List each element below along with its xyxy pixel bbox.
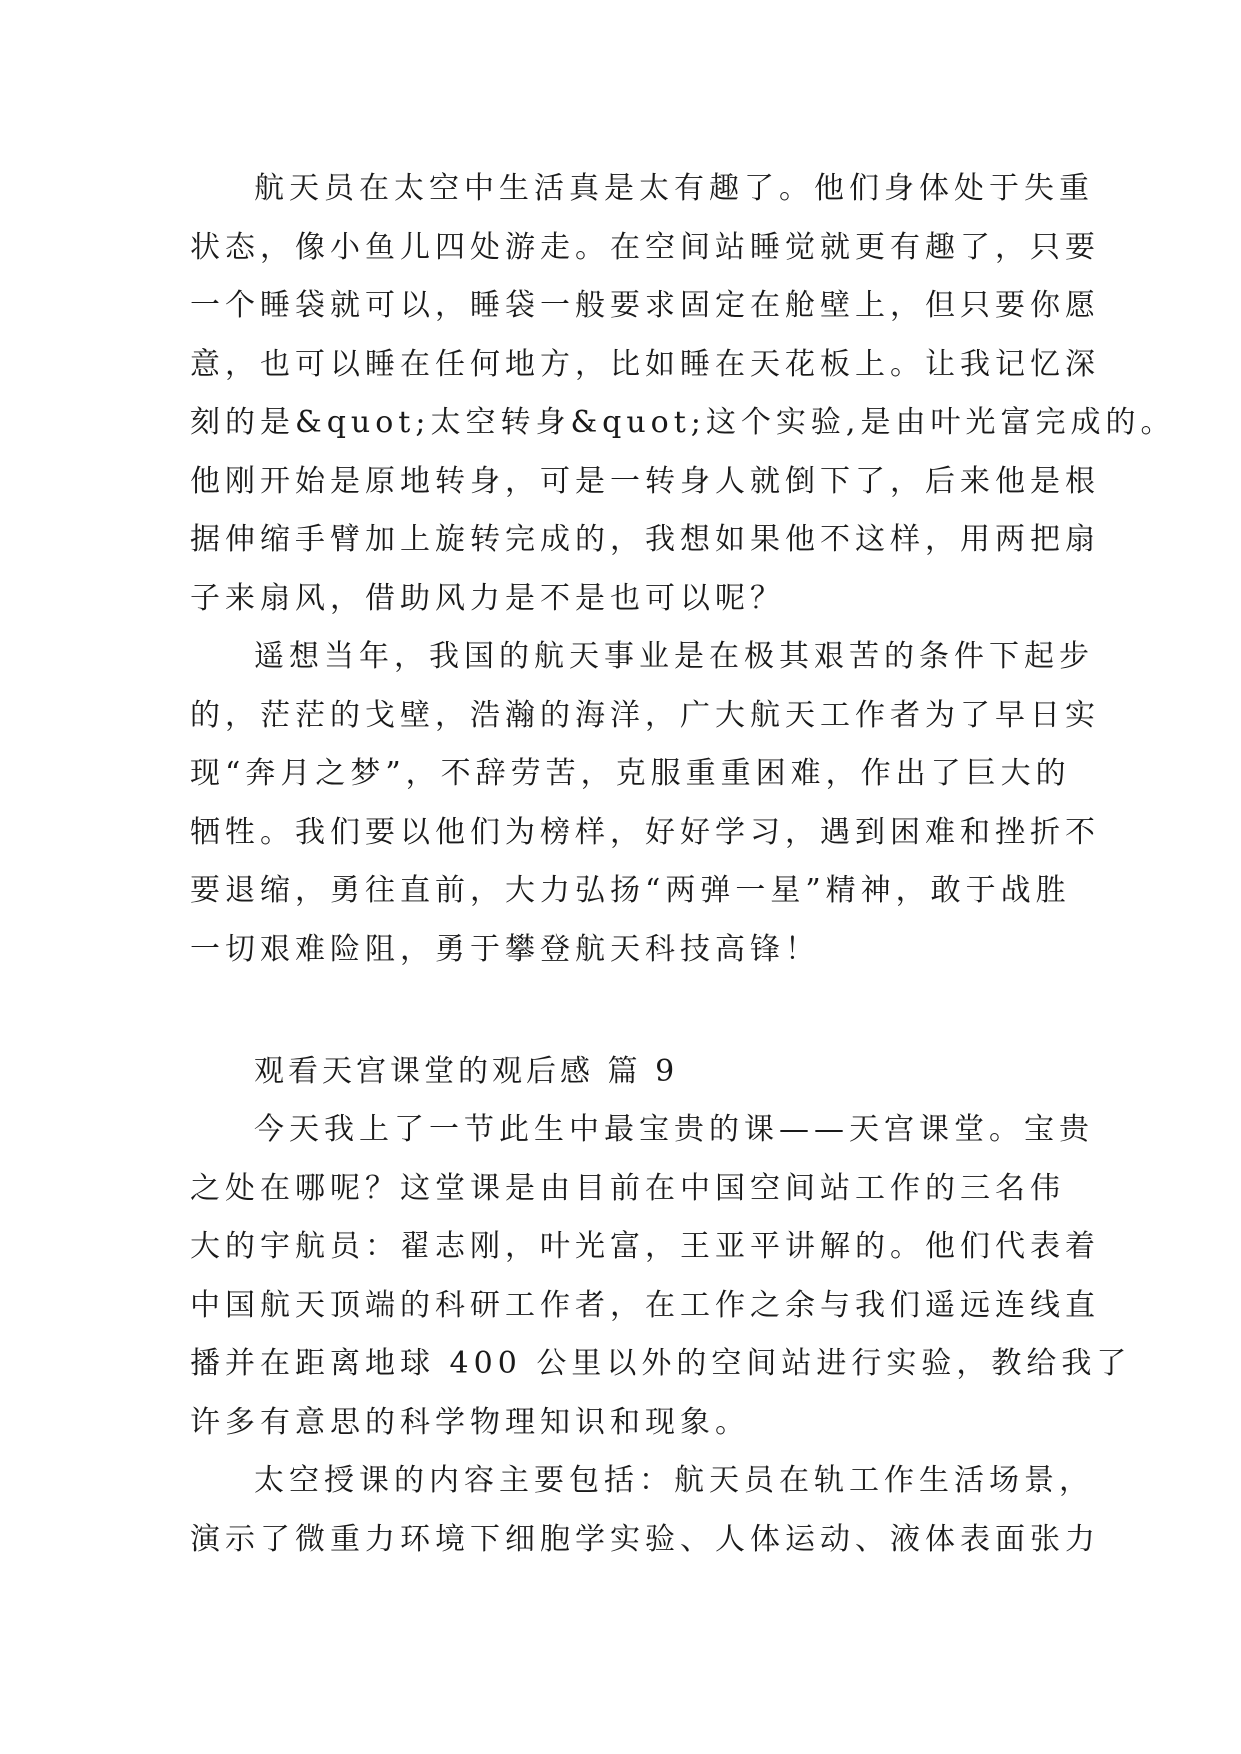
paragraph-line: 的，茫茫的戈壁，浩瀚的海洋，广大航天工作者为了早日实 [190, 697, 1100, 733]
paragraph-line: 大的宇航员：翟志刚，叶光富，王亚平讲解的。他们代表着 [190, 1229, 1100, 1264]
paragraph-2 [190, 628, 1100, 979]
paragraph-line: 中国航天顶端的科研工作者，在工作之余与我们遥远连线直 [190, 1287, 1100, 1323]
paragraph-line: 意，也可以睡在任何地方，比如睡在天花板上。让我记忆深 [190, 346, 1100, 382]
paragraph-1 [190, 160, 1176, 628]
paragraph-3 [190, 1101, 1132, 1452]
paragraph-line: 播并在距离地球 400 公里以外的空间站进行实验，教给我了 [190, 1346, 1132, 1381]
paragraph-line: 他刚开始是原地转身，可是一转身人就倒下了，后来他是根 [190, 463, 1100, 499]
paragraph-line: 演示了微重力环境下细胞学实验、人体运动、液体表面张力 [190, 1521, 1100, 1557]
paragraph-line: 据伸缩手臂加上旋转完成的，我想如果他不这样，用两把扇 [190, 522, 1100, 557]
paragraph-line: 子来扇风，借助风力是不是也可以呢？ [190, 580, 785, 616]
paragraph-line: 状态，像小鱼儿四处游走。在空间站睡觉就更有趣了，只要 [190, 229, 1100, 265]
paragraph-line: 太空授课的内容主要包括：航天员在轨工作生活场景， [254, 1463, 1094, 1498]
paragraph-4 [190, 1452, 1100, 1569]
paragraph-line: 刻的是&quot;太空转身&quot;这个实验,是由叶光富完成的。 [190, 405, 1176, 440]
paragraph-line: 要退缩，勇往直前，大力弘扬“两弹一星”精神，敢于战胜 [190, 873, 1071, 908]
paragraph-line: 航天员在太空中生活真是太有趣了。他们身体处于失重 [254, 171, 1094, 206]
paragraph-line: 许多有意思的科学物理知识和现象。 [190, 1404, 750, 1440]
paragraph-line: 一切艰难险阻，勇于攀登航天科技高锋！ [190, 931, 820, 967]
paragraph-line: 一个睡袋就可以，睡袋一般要求固定在舱壁上，但只要你愿 [190, 288, 1100, 323]
paragraph-line: 现“奔月之梦”，不辞劳苦，克服重重困难，作出了巨大的 [190, 756, 1071, 791]
document-body [190, 160, 1176, 1569]
paragraph-line: 之处在哪呢？这堂课是由目前在中国空间站工作的三名伟 [190, 1170, 1065, 1206]
paragraph-line: 遥想当年，我国的航天事业是在极其艰苦的条件下起步 [254, 639, 1094, 674]
section-title: 观看天宫课堂的观后感 篇 9 [254, 1054, 679, 1089]
paragraph-line: 今天我上了一节此生中最宝贵的课——天宫课堂。宝贵 [254, 1112, 1094, 1147]
section-gap [190, 979, 1048, 1043]
section-heading [190, 1043, 1048, 1101]
paragraph-line: 牺牲。我们要以他们为榜样，好好学习，遇到困难和挫折不 [190, 814, 1100, 850]
